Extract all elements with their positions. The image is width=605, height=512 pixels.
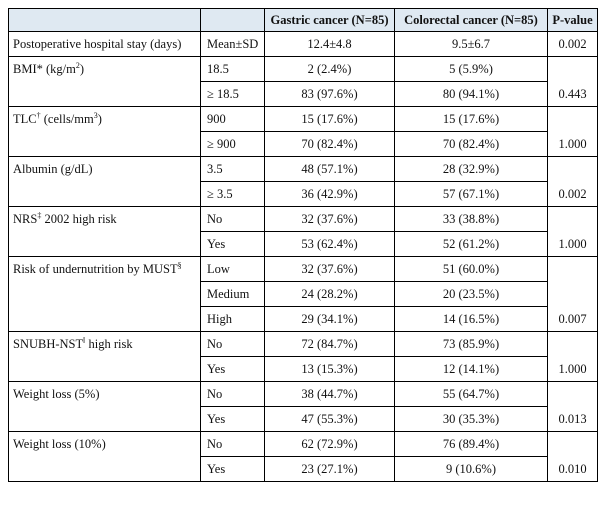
header-row	[9, 9, 598, 32]
gastric-value: 83 (97.6%)	[265, 82, 395, 107]
row-label: TLC† $(cells/mm^3)$	[9, 107, 201, 157]
header-p-value: P-value	[548, 9, 598, 32]
header-category	[201, 9, 265, 32]
gastric-value: 47 (55.3%)	[265, 407, 395, 432]
colorectal-value: 51 (60.0%)	[395, 257, 548, 282]
p-value: 1.000	[548, 107, 598, 157]
row-category: 18.5	[201, 57, 265, 82]
table-container	[8, 8, 598, 482]
gastric-value: 53 (62.4%)	[265, 232, 395, 257]
p-value: 0.013	[548, 382, 598, 432]
gastric-value: 48 (57.1%)	[265, 157, 395, 182]
row-label: Weight loss (10%)	[9, 432, 201, 482]
row-category: Yes	[201, 407, 265, 432]
p-value: 0.007	[548, 257, 598, 332]
row-category: 900	[201, 107, 265, 132]
p-value: 1.000	[548, 207, 598, 257]
colorectal-value: 9.5±6.7	[395, 32, 548, 57]
table-row	[9, 157, 598, 182]
colorectal-value: 14 (16.5%)	[395, 307, 548, 332]
row-category: No	[201, 332, 265, 357]
row-category: Low	[201, 257, 265, 282]
comparison-table	[8, 8, 598, 482]
header-gastric: Gastric cancer (N=85)	[265, 9, 395, 32]
gastric-value: 24 (28.2%)	[265, 282, 395, 307]
colorectal-value: 70 (82.4%)	[395, 132, 548, 157]
row-label: Postoperative hospital stay (days)	[9, 32, 201, 57]
table-row	[9, 57, 598, 82]
row-category: Medium	[201, 282, 265, 307]
colorectal-value: 30 (35.3%)	[395, 407, 548, 432]
colorectal-value: 9 (10.6%)	[395, 457, 548, 482]
row-category: No	[201, 382, 265, 407]
colorectal-value: 5 (5.9%)	[395, 57, 548, 82]
gastric-value: 72 (84.7%)	[265, 332, 395, 357]
table-row	[9, 332, 598, 357]
row-category: ≥ 900	[201, 132, 265, 157]
p-value: 0.002	[548, 157, 598, 207]
table-row	[9, 107, 598, 132]
row-label: BMI* $(kg/m^2)$	[9, 57, 201, 107]
gastric-value: 15 (17.6%)	[265, 107, 395, 132]
colorectal-value: 57 (67.1%)	[395, 182, 548, 207]
colorectal-value: 76 (89.4%)	[395, 432, 548, 457]
row-category: Yes	[201, 232, 265, 257]
colorectal-value: 73 (85.9%)	[395, 332, 548, 357]
table-row	[9, 257, 598, 282]
gastric-value: 2 (2.4%)	[265, 57, 395, 82]
gastric-value: 36 (42.9%)	[265, 182, 395, 207]
row-label: Risk of undernutrition by MUST§	[9, 257, 201, 332]
colorectal-value: 52 (61.2%)	[395, 232, 548, 257]
header-colorectal: Colorectal cancer (N=85)	[395, 9, 548, 32]
p-value: 0.010	[548, 432, 598, 482]
colorectal-value: 20 (23.5%)	[395, 282, 548, 307]
gastric-value: 38 (44.7%)	[265, 382, 395, 407]
row-category: Yes	[201, 457, 265, 482]
row-category: Mean±SD	[201, 32, 265, 57]
header-variable	[9, 9, 201, 32]
colorectal-value: 12 (14.1%)	[395, 357, 548, 382]
colorectal-value: 80 (94.1%)	[395, 82, 548, 107]
gastric-value: 32 (37.6%)	[265, 257, 395, 282]
gastric-value: 32 (37.6%)	[265, 207, 395, 232]
row-label: SNUBH-NST‖ high risk	[9, 332, 201, 382]
colorectal-value: 33 (38.8%)	[395, 207, 548, 232]
row-category: 3.5	[201, 157, 265, 182]
row-category: ≥ 18.5	[201, 82, 265, 107]
gastric-value: 12.4±4.8	[265, 32, 395, 57]
row-category: ≥ 3.5	[201, 182, 265, 207]
p-value: 0.443	[548, 57, 598, 107]
gastric-value: 70 (82.4%)	[265, 132, 395, 157]
row-label: Weight loss (5%)	[9, 382, 201, 432]
table-row	[9, 382, 598, 407]
row-category: Yes	[201, 357, 265, 382]
p-value: 0.002	[548, 32, 598, 57]
row-category: High	[201, 307, 265, 332]
colorectal-value: 55 (64.7%)	[395, 382, 548, 407]
row-category: No	[201, 207, 265, 232]
p-value: 1.000	[548, 332, 598, 382]
row-label: NRS‡ 2002 high risk	[9, 207, 201, 257]
table-row	[9, 32, 598, 57]
gastric-value: 23 (27.1%)	[265, 457, 395, 482]
colorectal-value: 28 (32.9%)	[395, 157, 548, 182]
table-row	[9, 207, 598, 232]
table-row	[9, 432, 598, 457]
row-category: No	[201, 432, 265, 457]
colorectal-value: 15 (17.6%)	[395, 107, 548, 132]
gastric-value: 29 (34.1%)	[265, 307, 395, 332]
gastric-value: 13 (15.3%)	[265, 357, 395, 382]
gastric-value: 62 (72.9%)	[265, 432, 395, 457]
row-label: Albumin (g/dL)	[9, 157, 201, 207]
